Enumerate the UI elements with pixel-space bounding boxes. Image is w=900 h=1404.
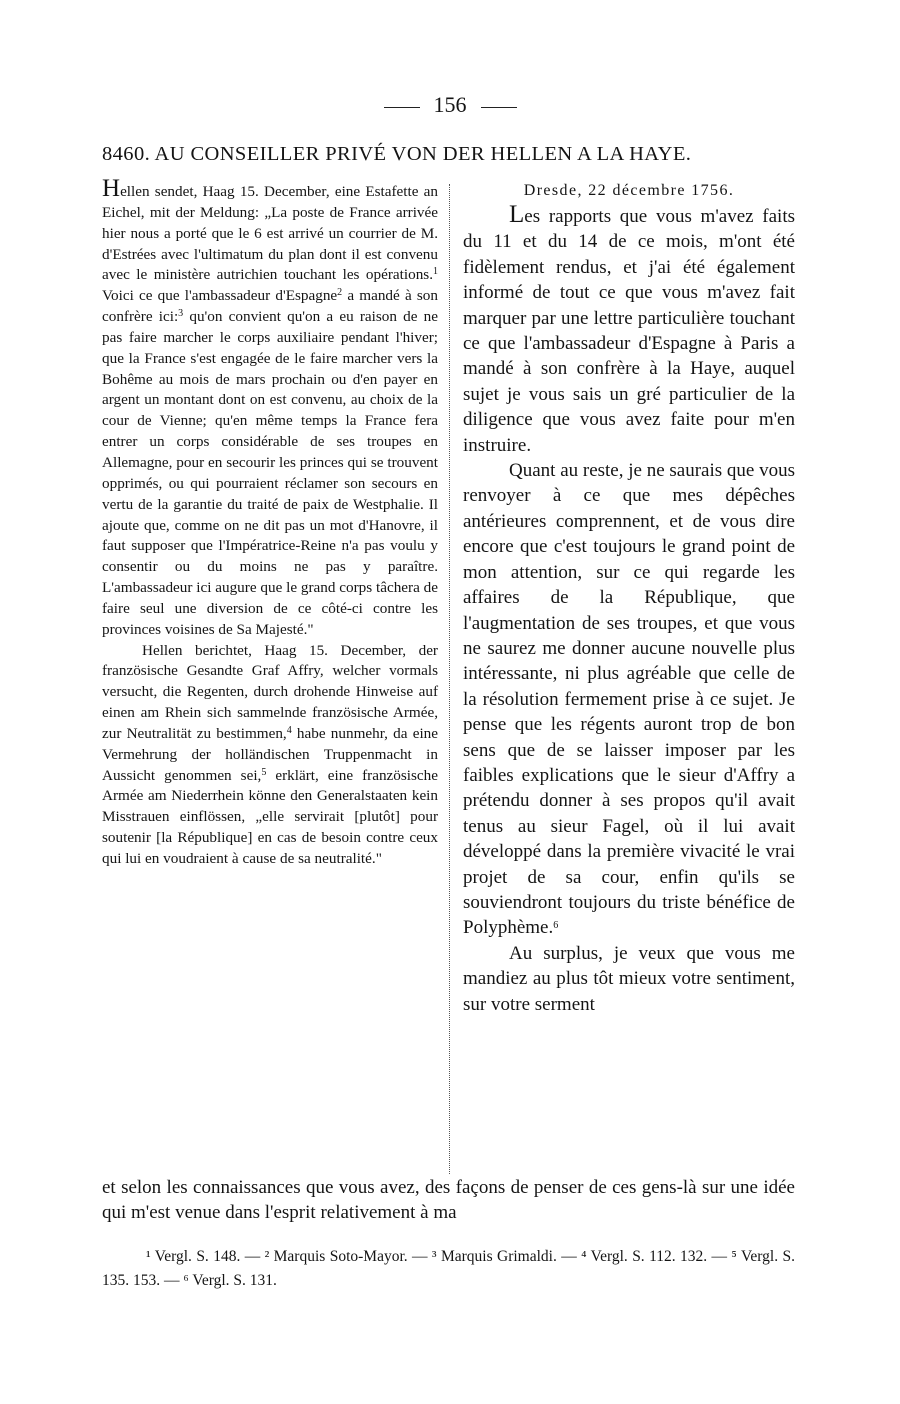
drop-cap: H (102, 175, 121, 202)
left-column-summary (102, 175, 439, 870)
footnote-ref: 1 (433, 266, 438, 278)
footnotes (102, 1245, 795, 1293)
page-header (0, 92, 900, 118)
right-column-letter (463, 180, 795, 1017)
summary-paragraph-2: Hellen berichtet, Haag 15. December, der französische Gesandte Graf Affry, welcher vormals versucht, die Regenten, durch drohende Hinweise auf einen am Rhein sich sammelnde französische Armée, zur Neutralität zu bestimmen,$^4$ habe nunmehr, da eine Vermehrung der holländischen Truppenmacht in Aussicht genommen sei,$^5$ erklärt, eine französische Armée am Niederrhein könne den Generalstaaten kein Misstrauen einflössen, „elle servirait [plutôt] pour soutenir [la République] en cas de besoin contre ceux qui lui en voudraient à cause de sa neutralité." (102, 641, 439, 867)
letter-paragraph-1: Les rapports que vous m'avez faits du 11 et du 14 de ce mois, m'ont été fidèlement rendus, et j'ai été également informé de tout ce que vous m'avez fait marquer par une lettre particulière touchant ce que l'ambassadeur d'Espagne à Paris a mandé à son confrère à la Haye, auquel sujet je vous sais un gré particulier de la diligence que vous avez faite pour m'en instruire. (463, 201, 795, 456)
footnote-ref: 4 (286, 724, 292, 736)
footnote-ref: 3 (178, 308, 184, 320)
footnote-ref: 2 (337, 287, 343, 299)
summary-paragraph-1: Hellen sendet, Haag 15. December, eine Estafette an Eichel, mit der Meldung: „La poste de France arrivée hier nous a porté que le 6 est arrivé un courrier de M. d'Estrées avec l'ultimatum du plan dont il est convenu avec le ministère autrichien touchant les opérations.$^1$ Voici ce que l'ambassadeur d'Espagne$^2$ a mandé à son confrère ici:$^3$ qu'on convient qu'on a eu raison de ne pas faire marcher le corps auxiliaire pendant l'hiver; que la France s'est engagée de le faire marcher vers la Bohême au mois de mars prochain ou d'en payer en argent un montant dont on est convenu, au choix de la cour de Vienne; qu'en même temps la France fera entrer un corps considérable de ses troupes en Allemagne, pour en secourir les princes qui se trouvent opprimés, ou qui pourraient réclamer son secours en vertu de la garantie du traité de paix de Westphalie. Il ajoute que, comme on ne dit pas un mot d'Hanovre, il faut supposer que l'Impératrice-Reine n'a pas voulu y consentir ou du moins ne pas y paraître. L'ambassadeur ici augure que le grand corps tâchera de faire seul une diversion de ce côté-ci contre les provinces voisines de Sa Majesté." (102, 175, 438, 638)
letter-continuation (102, 1175, 795, 1226)
footnote-ref: 5 (261, 766, 267, 778)
footnote-ref: 6 (553, 920, 559, 932)
document-title: 8460. AU CONSEILLER PRIVÉ VON DER HELLEN A LA HAYE. (102, 143, 692, 165)
letter-initial: L (509, 201, 525, 228)
footnotes-text: ¹ Vergl. S. 148. — ² Marquis Soto-Mayor. — ³ Marquis Grimaldi. — ⁴ Vergl. S. 112. 132. — ⁵ Vergl. S. 135. 153. — ⁶ Vergl. S. 131. (102, 1248, 795, 1289)
letter-paragraph-2: Quant au reste, je ne saurais que vous renvoyer à ce que mes dépêches antérieures comprennent, et de vous dire encore que c'est toujours le grand point de mon attention, sur ce qui regarde les affaires de la République, que l'augmentation de ses troupes, et que vous ne saurez me donner aucune nouvelle plus intéressante, ni plus agréable que celle de la résolution fermement prise à ce sujet. Je pense que les régents auront trop de bon sens que de se laisser imposer par les faibles explications que le sieur d'Affry a prétendu donner à ses propos qu'il avait tenus au sieur Fagel, où il lui avait développé dans la première vivacité le vrai projet de sa cour, enfin qu'ils se souviendront toujours du triste bénéfice de Polyphème.$^6$ (463, 460, 795, 939)
header-rule-left (384, 107, 420, 108)
dateline: Dresde, 22 décembre 1756. (523, 182, 735, 199)
column-divider (449, 184, 450, 1174)
header-rule-right (481, 107, 517, 108)
page-number: 156 (433, 92, 467, 117)
continuation-text: et selon les connaissances que vous avez, des façons de penser de ces gens-là sur une idée qui m'est venue dans l'esprit relativement à ma (102, 1177, 795, 1224)
letter-paragraph-3: Au surplus, je veux que vous me mandiez au plus tôt mieux votre sentiment, sur votre serment (463, 942, 795, 1015)
